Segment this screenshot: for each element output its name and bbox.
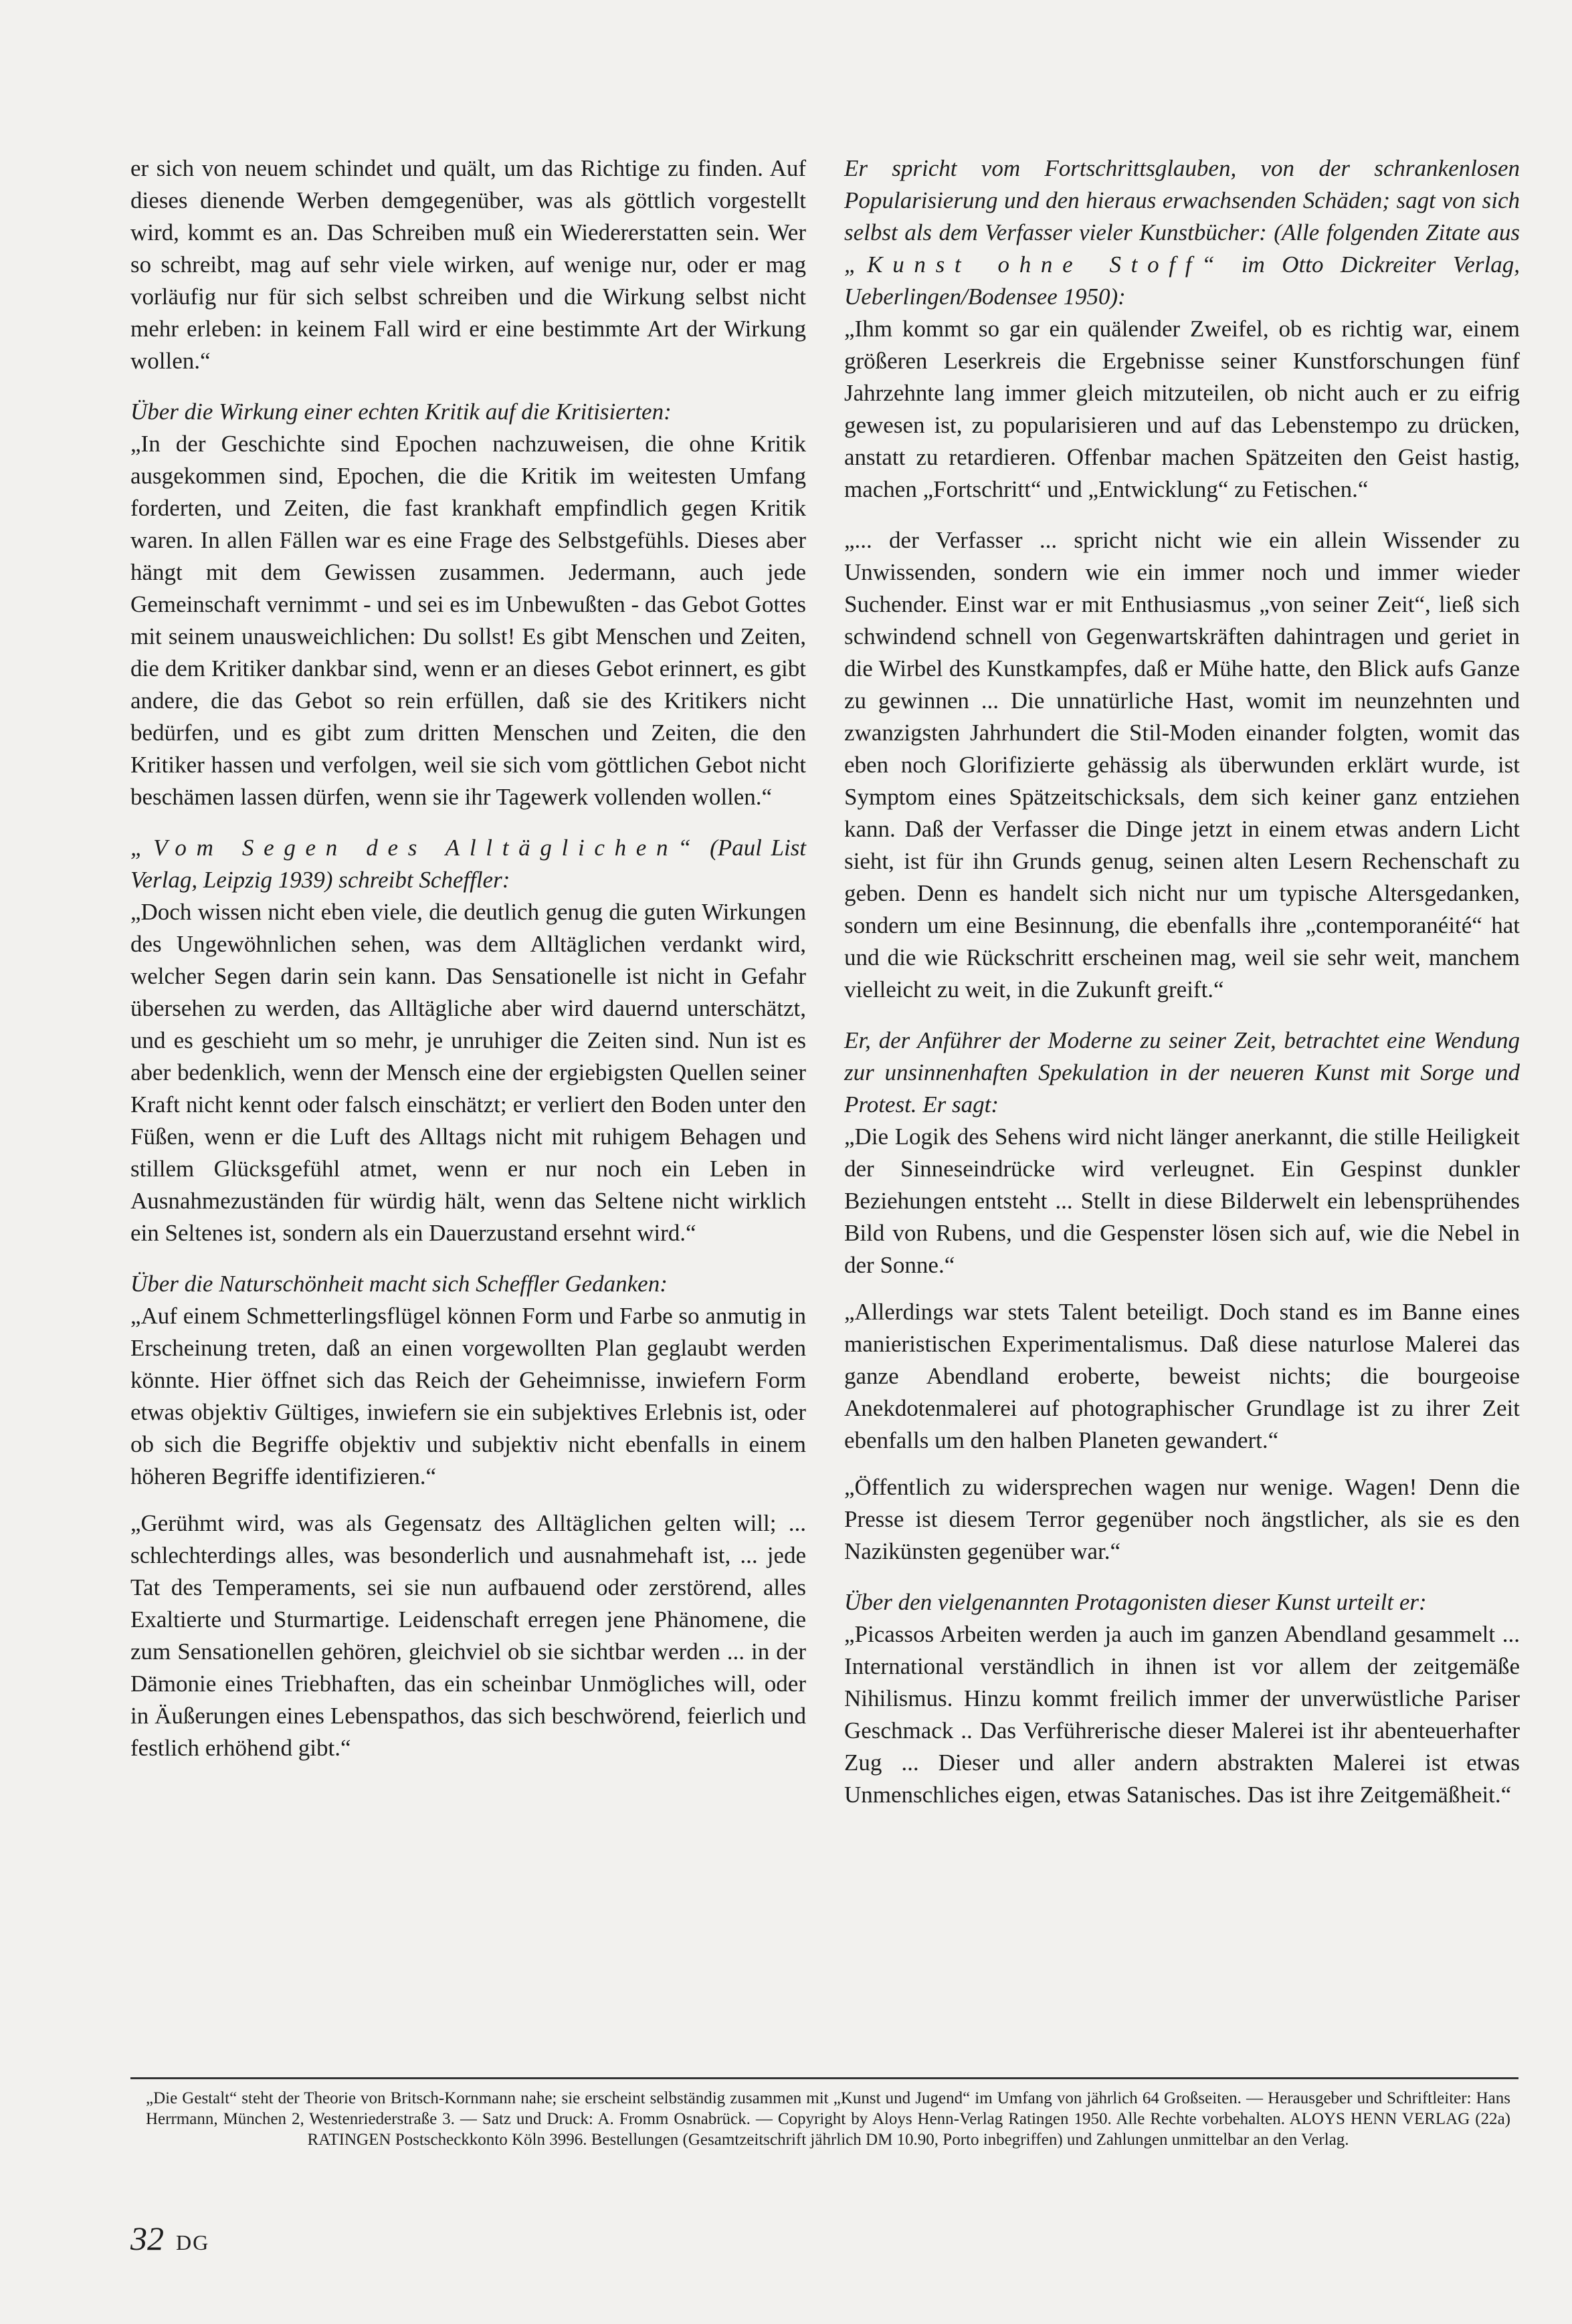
quote-zweifel: „Ihm kommt so gar ein quälender Zweifel, ob es richtig war, einem größeren Leserkreis die Ergebnisse seiner Kunstforschungen fünf Jahrzehnte lang immer gleich mitzuteilen, ob nicht auch er zu eifrig gewesen ist, zu popularisieren und auf das Lebenstempo zu drücken, anstatt zu retardieren. Offenbar machen Spätzeiten den Geist hastig, machen „Fortschritt“ und „Entwicklung“ zu Fetischen.“ — [844, 316, 1520, 502]
heading-fortschritt — [844, 152, 1520, 313]
quote-logik: „Die Logik des Sehens wird nicht länger anerkannt, die stille Heiligkeit der Sinneseindrücke wird verleugnet. Ein Gespinst dunkler Beziehungen entsteht ... Stellt in diese Bilderwelt ein lebensprühendes Bild von Rubens, und die Gespenster lösen sich auf, wie die Nebel in der Sonne.“ — [844, 1124, 1520, 1278]
quote-schmetterling: „Auf einem Schmetterlingsflügel können Form und Farbe so anmutig in Erscheinung treten, daß an einen vorgewollten Plan geglaubt werden könnte. Hier öffnet sich das Reich der Geheimnisse, inwiefern Form etwas objektiv Gültiges, inwiefern sie ein subjektives Erlebnis ist, oder ob sich die Begriffe objektiv und subjektiv nicht ebenfalls in einem höheren Begriffe identifizieren.“ — [130, 1303, 806, 1489]
heading-protagonist: Über den vielgenannten Protagonisten dieser Kunst urteilt er: — [844, 1589, 1427, 1615]
heading-naturschoenheit: Über die Naturschönheit macht sich Scheffler Gedanken: — [130, 1271, 668, 1297]
left-column — [130, 152, 806, 1783]
paragraph-intro: er sich von neuem schindet und quält, um das Richtige zu finden. Auf dieses dienende Werben demgegenüber, was als göttlich vorgestellt wird, kommt es an. Das Schreiben muß ein Wiedererstatten sein. Wer so schreibt, mag auf sehr viele wirken, auf wenige nur, oder er mag vorläufig nur für sich selbst schreiben und die Wirkung selbst nicht mehr erleben: in keinem Fall wird er eine bestimmte Art der Wirkung wollen.“ — [130, 155, 806, 374]
quote-kritik: „In der Geschichte sind Epochen nachzuweisen, die ohne Kritik ausgekommen sind, Epochen, die die Kritik im weitesten Umfang forderten, und Zeiten, die fast krankhaft empfindlich gegen Kritik waren. In allen Fällen war es eine Frage des Selbstgefühls. Dieses aber hängt mit dem Gewissen zusammen. Jedermann, auch jede Gemeinschaft vernimmt - und sei es im Unbewußten - das Gebot Gottes mit seinem unausweichlichen: Du sollst! Es gibt Menschen und Zeiten, die dem Kritiker dankbar sind, wenn er an dieses Gebot erinnert, es gibt andere, die das Gebot so rein erfüllen, daß sie des Kritikers nicht bedürfen, und es gibt zum dritten Menschen und Zeiten, die den Kritiker hassen und verfolgen, weil sie sich vom göttlichen Gebot nicht beschämen lassen dürfen, wenn sie ihr Tagewerk vollenden wollen.“ — [130, 431, 806, 810]
heading-alltaeglich — [130, 832, 806, 896]
book-title-kunst-ohne-stoff: „Kunst ohne Stoff“ — [844, 251, 1225, 278]
heading-fortschritt-b: im Otto Dickreiter Verlag, Ueberlingen/Bodensee 1950): — [844, 251, 1520, 310]
heading-kritik: Über die Wirkung einer echten Kritik auf die Kritisierten: — [130, 399, 672, 425]
heading-fortschritt-a: Er spricht vom Fortschrittsglauben, von der schrankenlosen Popularisierung und den hieraus erwachsenden Schäden; sagt von sich selbst als dem Verfasser vieler Kunstbücher: (Alle folgenden Zitate aus — [844, 155, 1520, 245]
quote-oeffentlich: „Öffentlich zu widersprechen wagen nur wenige. Wagen! Denn die Presse ist diesem Terror gegenüber noch ängstlicher, als sie es den Nazikünsten gegenüber war.“ — [844, 1474, 1520, 1564]
page-footer — [130, 2219, 209, 2258]
book-title-segen: „Vom Segen des Alltäglichen“ — [130, 835, 701, 861]
page-number: 32 — [130, 2220, 164, 2257]
heading-alltaeglich-rest: (Paul List Verlag, Leipzig 1939) schreibt Scheffler: — [130, 835, 807, 893]
heading-moderne: Er, der Anführer der Moderne zu seiner Zeit, betrachtet eine Wendung zur unsinnenhaften Spekulation in der neueren Kunst mit Sorge und Protest. Er sagt: — [844, 1027, 1520, 1118]
quote-alltaeglich: „Doch wissen nicht eben viele, die deutlich genug die guten Wirkungen des Ungewöhnlichen sehen, was dem Alltäglichen verdankt wird, welcher Segen darin sein kann. Das Sensationelle ist nicht in Gefahr übersehen zu werden, das Alltägliche aber wird dauernd unterschätzt, und es geschieht um so mehr, je unruhiger die Zeiten sind. Nun ist es aber bedenklich, wenn der Mensch eine der ergiebigsten Quellen seiner Kraft nicht kennt oder falsch einschätzt; er verliert den Boden unter den Füßen, wenn er die Luft des Alltags nicht mit ruhigem Behagen und stillem Glücksgefühl atmet, wenn er nur noch ein Leben in Ausnahmezuständen für würdig hält, wenn das Seltene nicht wirklich ein Seltenes ist, sondern als ein Dauerzustand ersehnt wird.“ — [130, 899, 806, 1246]
right-column — [844, 152, 1520, 1830]
footnote-divider — [130, 2077, 1518, 2079]
quote-talent: „Allerdings war stets Talent beteiligt. Doch stand es im Banne eines manieristischen Experimentalismus. Daß diese naturlose Malerei das ganze Abendland eroberte, beweist nichts; die bourgeoise Anekdotenmalerei auf photographischer Grundlage ist zu ihrer Zeit ebenfalls um den halben Planeten gewandert.“ — [844, 1299, 1520, 1453]
quote-picasso: „Picassos Arbeiten werden ja auch im ganzen Abendland gesammelt ... International verständlich in ihnen ist vor allem der zeitgemäße Nihilismus. Hinzu kommt freilich immer der unverwüstliche Pariser Geschmack .. Das Verführerische dieser Malerei ist ihr abenteuerhafter Zug ... Dieser und aller andern abstrakten Malerei ist etwas Unmenschliches eigen, etwas Satanisches. Das ist ihre Zeitgemäßheit.“ — [844, 1621, 1520, 1808]
quote-verfasser: „... der Verfasser ... spricht nicht wie ein allein Wissender zu Unwissenden, sondern wie ein immer noch und immer wieder Suchender. Einst war er mit Enthusiasmus „von seiner Zeit“, ließ sich schwindend schnell von Gegenwartskräften dahintragen und geriet in die Wirbel des Kunstkampfes, daß er Mühe hatte, den Blick aufs Ganze zu gewinnen ... Die unnatürliche Hast, womit im neunzehnten und zwanzigsten Jahrhundert die Stil-Moden einander folgten, womit das eben noch Glorifizierte gehässig als überwunden erklärt wurde, ist Symptom eines Spätzeitschicksals, dem sich keiner ganz entziehen kann. Daß der Verfasser die Dinge jetzt in einem etwas andern Licht sieht, ist für ihn Grunds genug, seinen alten Lesern Rechenschaft zu geben. Denn es handelt sich nicht nur um typische Altersgedanken, sondern um eine Besinnung, die ebenfalls ihre „contemporanéité“ hat und die wie Rückschritt erscheinen mag, weil sie sehr weit, manchem vielleicht zu weit, in die Zukunft greift.“ — [844, 527, 1520, 1002]
journal-mark: DG — [176, 2230, 210, 2254]
quote-geruehmt: „Gerühmt wird, was als Gegensatz des Alltäglichen gelten will; ... schlechterdings alles, was besonderlich und ausnahmehaft ist, ... jede Tat des Temperaments, sei sie nun aufbauend oder zerstörend, alles Exaltierte und Sturmartige. Leidenschaft erregen jene Phänomene, die zum Sensationellen gehören, gleichviel ob sie sichtbar werden ... in der Dämonie eines Triebhaften, das ein scheinbar Unmögliches will, oder in Äußerungen eines Lebenspathos, das sich beschwörend, feierlich und festlich erhöhend gibt.“ — [130, 1510, 806, 1761]
imprint-footnote: „Die Gestalt“ steht der Theorie von Britsch-Kornmann nahe; sie erscheint selbständig zusammen mit „Kunst und Jugend“ im Umfang von jährlich 64 Großseiten. — Herausgeber und Schriftleiter: Hans Herrmann, München 2, Westenriederstraße 3. — Satz und Druck: A. Fromm Osnabrück. — Copyright by Aloys Henn-Verlag Ratingen 1950. Alle Rechte vorbehalten. ALOYS HENN VERLAG (22a) RATINGEN Postscheckkonto Köln 3996. Bestellungen (Gesamtzeitschrift jährlich DM 10.90, Porto inbegriffen) und Zahlungen unmittelbar an den Verlag. — [146, 2089, 1510, 2149]
